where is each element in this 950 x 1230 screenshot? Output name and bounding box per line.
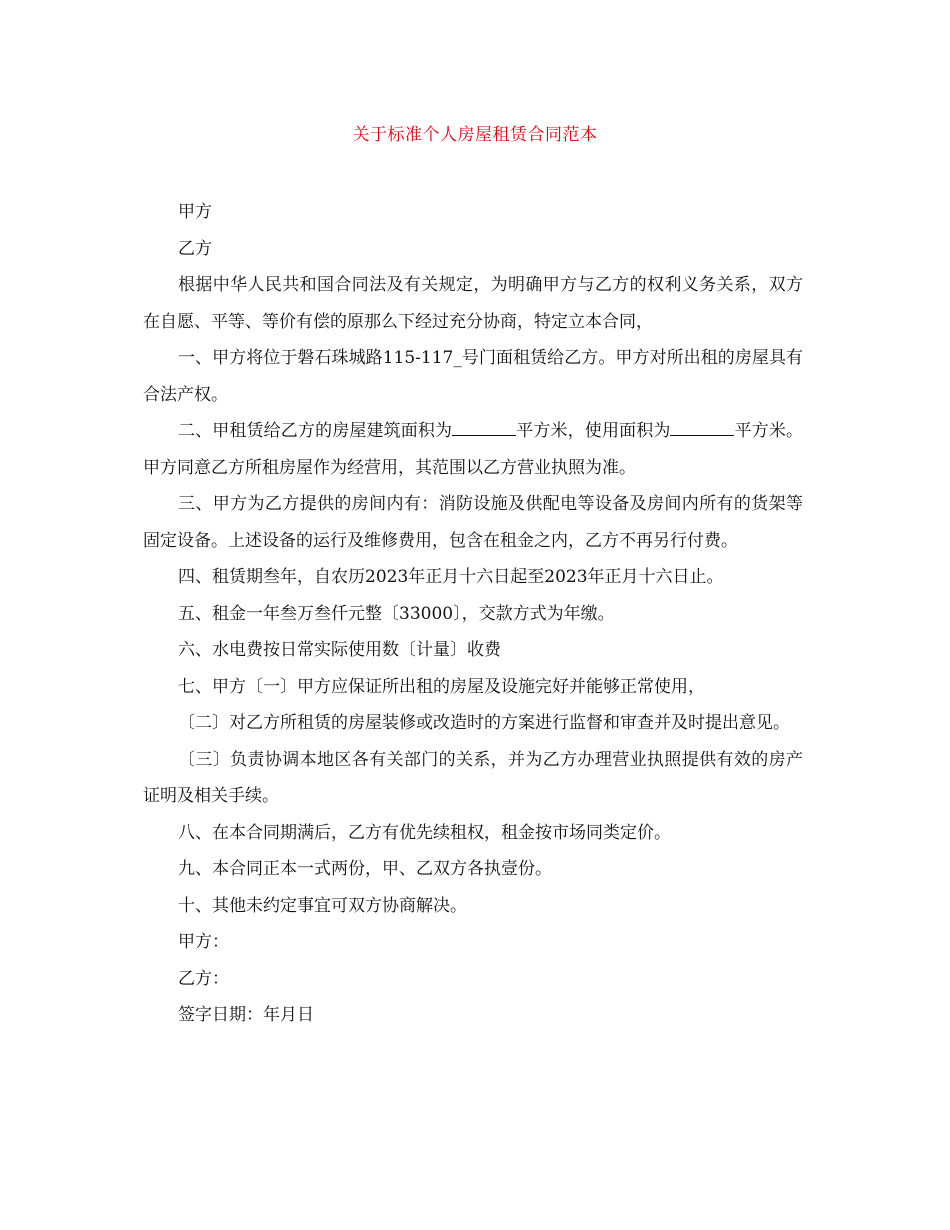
clause-10: 十、其他未约定事宜可双方协商解决。: [178, 895, 467, 916]
clause-8: 八、在本合同期满后，乙方有优先续租权，租金按市场同类定价。: [178, 822, 671, 843]
intro-paragraph: 根据中华人民共和国合同法及有关规定，为明确甲方与乙方的权利义务关系，双方在自愿、平等、等价有偿的原那么下经过充分协商，特定立本合同，: [143, 275, 803, 332]
clause-4: 四、租赁期叁年，自农历2023年正月十六日起至2023年正月十六日止。: [178, 567, 724, 587]
signature-party-a: 甲方：: [178, 932, 229, 952]
blank-building-area: [452, 421, 516, 436]
clause-6: 六、水电费按日常实际使用数〔计量〕收费: [178, 640, 501, 660]
clause-2: [143, 413, 803, 486]
signature-date: 签字日期：年月日: [178, 1005, 314, 1025]
clause-7: 七、甲方〔一〕甲方应保证所出租的房屋及设施完好并能够正常使用，: [178, 676, 705, 697]
clause-7-item-3: 〔三〕负责协调本地区各有关部门的关系，并为乙方办理营业执照提供有效的房产证明及相关手续。: [143, 749, 803, 806]
clause-2-part-a: 二、甲租赁给乙方的房屋建筑面积为: [178, 421, 453, 441]
party-b-line: 乙方: [178, 238, 212, 259]
clause-3: 三、甲方为乙方提供的房间内有：消防设施及供配电等设备及房间内所有的货架等固定设备。上述设备的运行及维修费用，包含在租金之内，乙方不再另行付费。: [143, 494, 803, 551]
clause-7-item-2: 〔二〕对乙方所租赁的房屋装修或改造时的方案进行监督和审查并及时提出意见。: [178, 713, 790, 733]
clause-2-part-c: 平方米。甲方同意乙方所租房屋作为经营用，其范围以乙方营业执照为准。: [143, 421, 804, 478]
clause-1: 一、甲方将位于磐石珠城路115-117_号门面租赁给乙方。甲方对所出租的房屋具有合法产权。: [143, 348, 803, 405]
blank-usable-area: [670, 421, 734, 436]
signature-party-b: 乙方：: [178, 968, 229, 989]
clause-2-part-b: 平方米，使用面积为: [516, 421, 671, 441]
clause-9: 九、本合同正本一式两份，甲、乙双方各执壹份。: [178, 859, 552, 879]
party-a-line: 甲方: [178, 202, 212, 222]
clause-5: 五、租金一年叁万叁仟元整〔33000〕，交款方式为年缴。: [178, 603, 615, 624]
document-body: [143, 194, 803, 1034]
document-title: 关于标准个人房屋租赁合同范本: [352, 125, 598, 145]
